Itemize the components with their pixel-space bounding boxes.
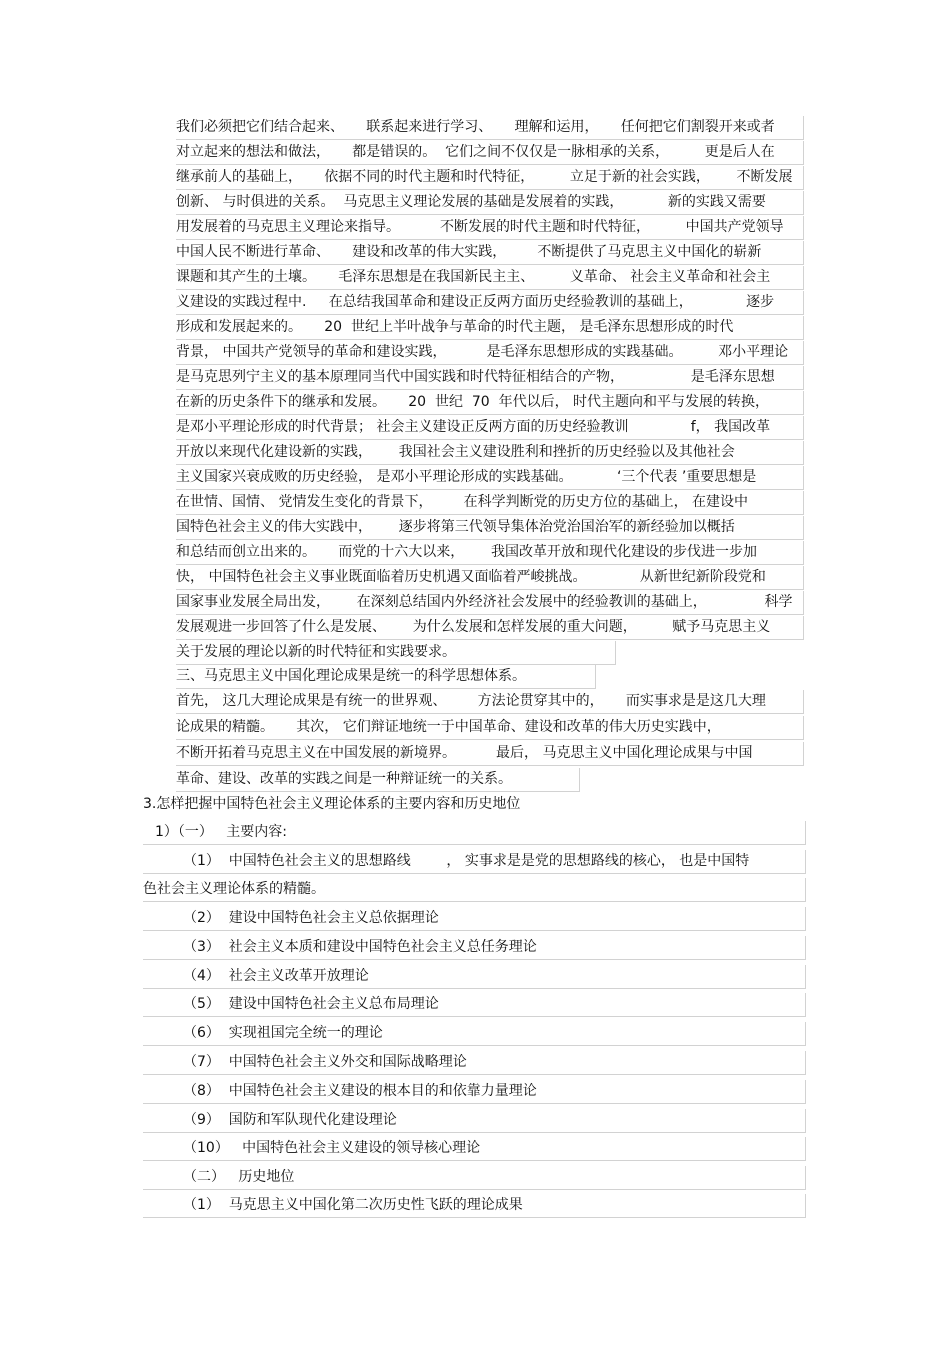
section3-line-0: 首先， 这几大理论成果是有统一的世界观、 方法论贯穿其中的， 而实事求是是这几大理 [176,690,804,714]
section2-line-0: 我们必须把它们结合起来、 联系起来进行学习、 理解和运用， 任何把它们割裂开来或者 [176,116,804,140]
section2-line-18: 快， 中国特色社会主义事业既面临着历史机遇又面临着严峻挑战。 从新世纪新阶段党和 [176,566,804,590]
part1-heading: 1）（一） 主要内容: [143,821,806,845]
section2-line-6: 课题和其产生的土壤。 毛泽东思想是在我国新民主主、 义革命、 社会主义革命和社会主 [176,266,804,290]
section2-line-5: 中国人民不断进行革命、 建设和改革的伟大实践， 不断提供了马克思主义中国化的崭新 [176,241,804,265]
section2-line-3: 创新、 与时俱进的关系。 马克思主义理论发展的基础是发展着的实践， 新的实践又需要 [176,191,804,215]
content-item-7: （7） 中国特色社会主义外交和国际战略理论 [143,1051,806,1075]
part2-heading: （二） 历史地位 [143,1166,806,1190]
section2-line-4: 用发展着的马克思主义理论来指导。 不断发展的时代主题和时代特征， 中国共产党领导 [176,216,804,240]
section2-line-7: 义建设的实践过程中. 在总结我国革命和建设正反两方面历史经验教训的基础上， 逐步 [176,291,804,315]
question3-title: 3.怎样把握中国特色社会主义理论体系的主要内容和历史地位 [143,796,521,812]
item1-line1: （1） 中国特色社会主义的思想路线 ， 实事求是是党的思想路线的核心， 也是中国特 [143,850,806,874]
section3-line-2: 不断开拓着马克思主义在中国发展的新境界。 最后， 马克思主义中国化理论成果与中国 [176,742,804,766]
section2-line-14: 主义国家兴衰成败的历史经验， 是邓小平理论形成的实践基础。 ‘三个代表 ’重要思想是 [176,466,804,490]
section2-line-21: 关于发展的理论以新的时代特征和实践要求。 [176,641,616,665]
section2-line-9: 背景， 中国共产党领导的革命和建设实践， 是毛泽东思想形成的实践基础。 邓小平理论 [176,341,804,365]
section2-line-12: 是邓小平理论形成的时代背景； 社会主义建设正反两方面的历史经验教训 f， 我国改革 [176,416,804,440]
section2-line-11: 在新的历史条件下的继承和发展。 20 世纪 70 年代以后， 时代主题向和平与发展的转换， [176,391,804,415]
content-item-2: （2） 建设中国特色社会主义总依据理论 [143,907,806,931]
section3-heading: 三、马克思主义中国化理论成果是统一的科学思想体系。 [176,665,596,689]
section2-line-20: 发展观进一步回答了什么是发展、 为什么发展和怎样发展的重大问题， 赋予马克思主义 [176,616,804,640]
content-item-10: （10） 中国特色社会主义建设的领导核心理论 [143,1137,806,1161]
section2-line-10: 是马克思列宁主义的基本原理同当代中国实践和时代特征相结合的产物， 是毛泽东思想 [176,366,804,390]
section2-line-16: 国特色社会主义的伟大实践中， 逐步将第三代领导集体治党治国治军的新经验加以概括 [176,516,804,540]
section2-line-17: 和总结而创立出来的。 而党的十六大以来， 我国改革开放和现代化建设的步伐进一步加 [176,541,804,565]
section2-line-19: 国家事业发展全局出发， 在深刻总结国内外经济社会发展中的经验教训的基础上， 科学 [176,591,804,615]
content-item-5: （5） 建设中国特色社会主义总布局理论 [143,993,806,1017]
section2-line-2: 继承前人的基础上， 依据不同的时代主题和时代特征， 立足于新的社会实践， 不断发展 [176,166,804,190]
content-item-3: （3） 社会主义本质和建设中国特色社会主义总任务理论 [143,936,806,960]
section3-line-1: 论成果的精髓。 其次， 它们辩证地统一于中国革命、建设和改革的伟大历史实践中， [176,716,804,740]
section3-line-3: 革命、建设、改革的实践之间是一种辩证统一的关系。 [176,768,580,792]
content-item-8: （8） 中国特色社会主义建设的根本目的和依靠力量理论 [143,1080,806,1104]
section2-line-13: 开放以来现代化建设新的实践， 我国社会主义建设胜利和挫折的历史经验以及其他社会 [176,441,804,465]
section2-line-8: 形成和发展起来的。 20 世纪上半叶战争与革命的时代主题， 是毛泽东思想形成的时代 [176,316,804,340]
part2-item-1: （1） 马克思主义中国化第二次历史性飞跃的理论成果 [143,1194,806,1218]
item1-line2: 色社会主义理论体系的精髓。 [143,878,806,902]
section2-line-1: 对立起来的想法和做法， 都是错误的。 它们之间不仅仅是一脉相承的关系， 更是后人在 [176,141,804,165]
content-item-6: （6） 实现祖国完全统一的理论 [143,1022,806,1046]
section2-line-15: 在世情、国情、 党情发生变化的背景下， 在科学判断党的历史方位的基础上， 在建设中 [176,491,804,515]
content-item-9: （9） 国防和军队现代化建设理论 [143,1109,806,1133]
content-item-4: （4） 社会主义改革开放理论 [143,965,806,989]
